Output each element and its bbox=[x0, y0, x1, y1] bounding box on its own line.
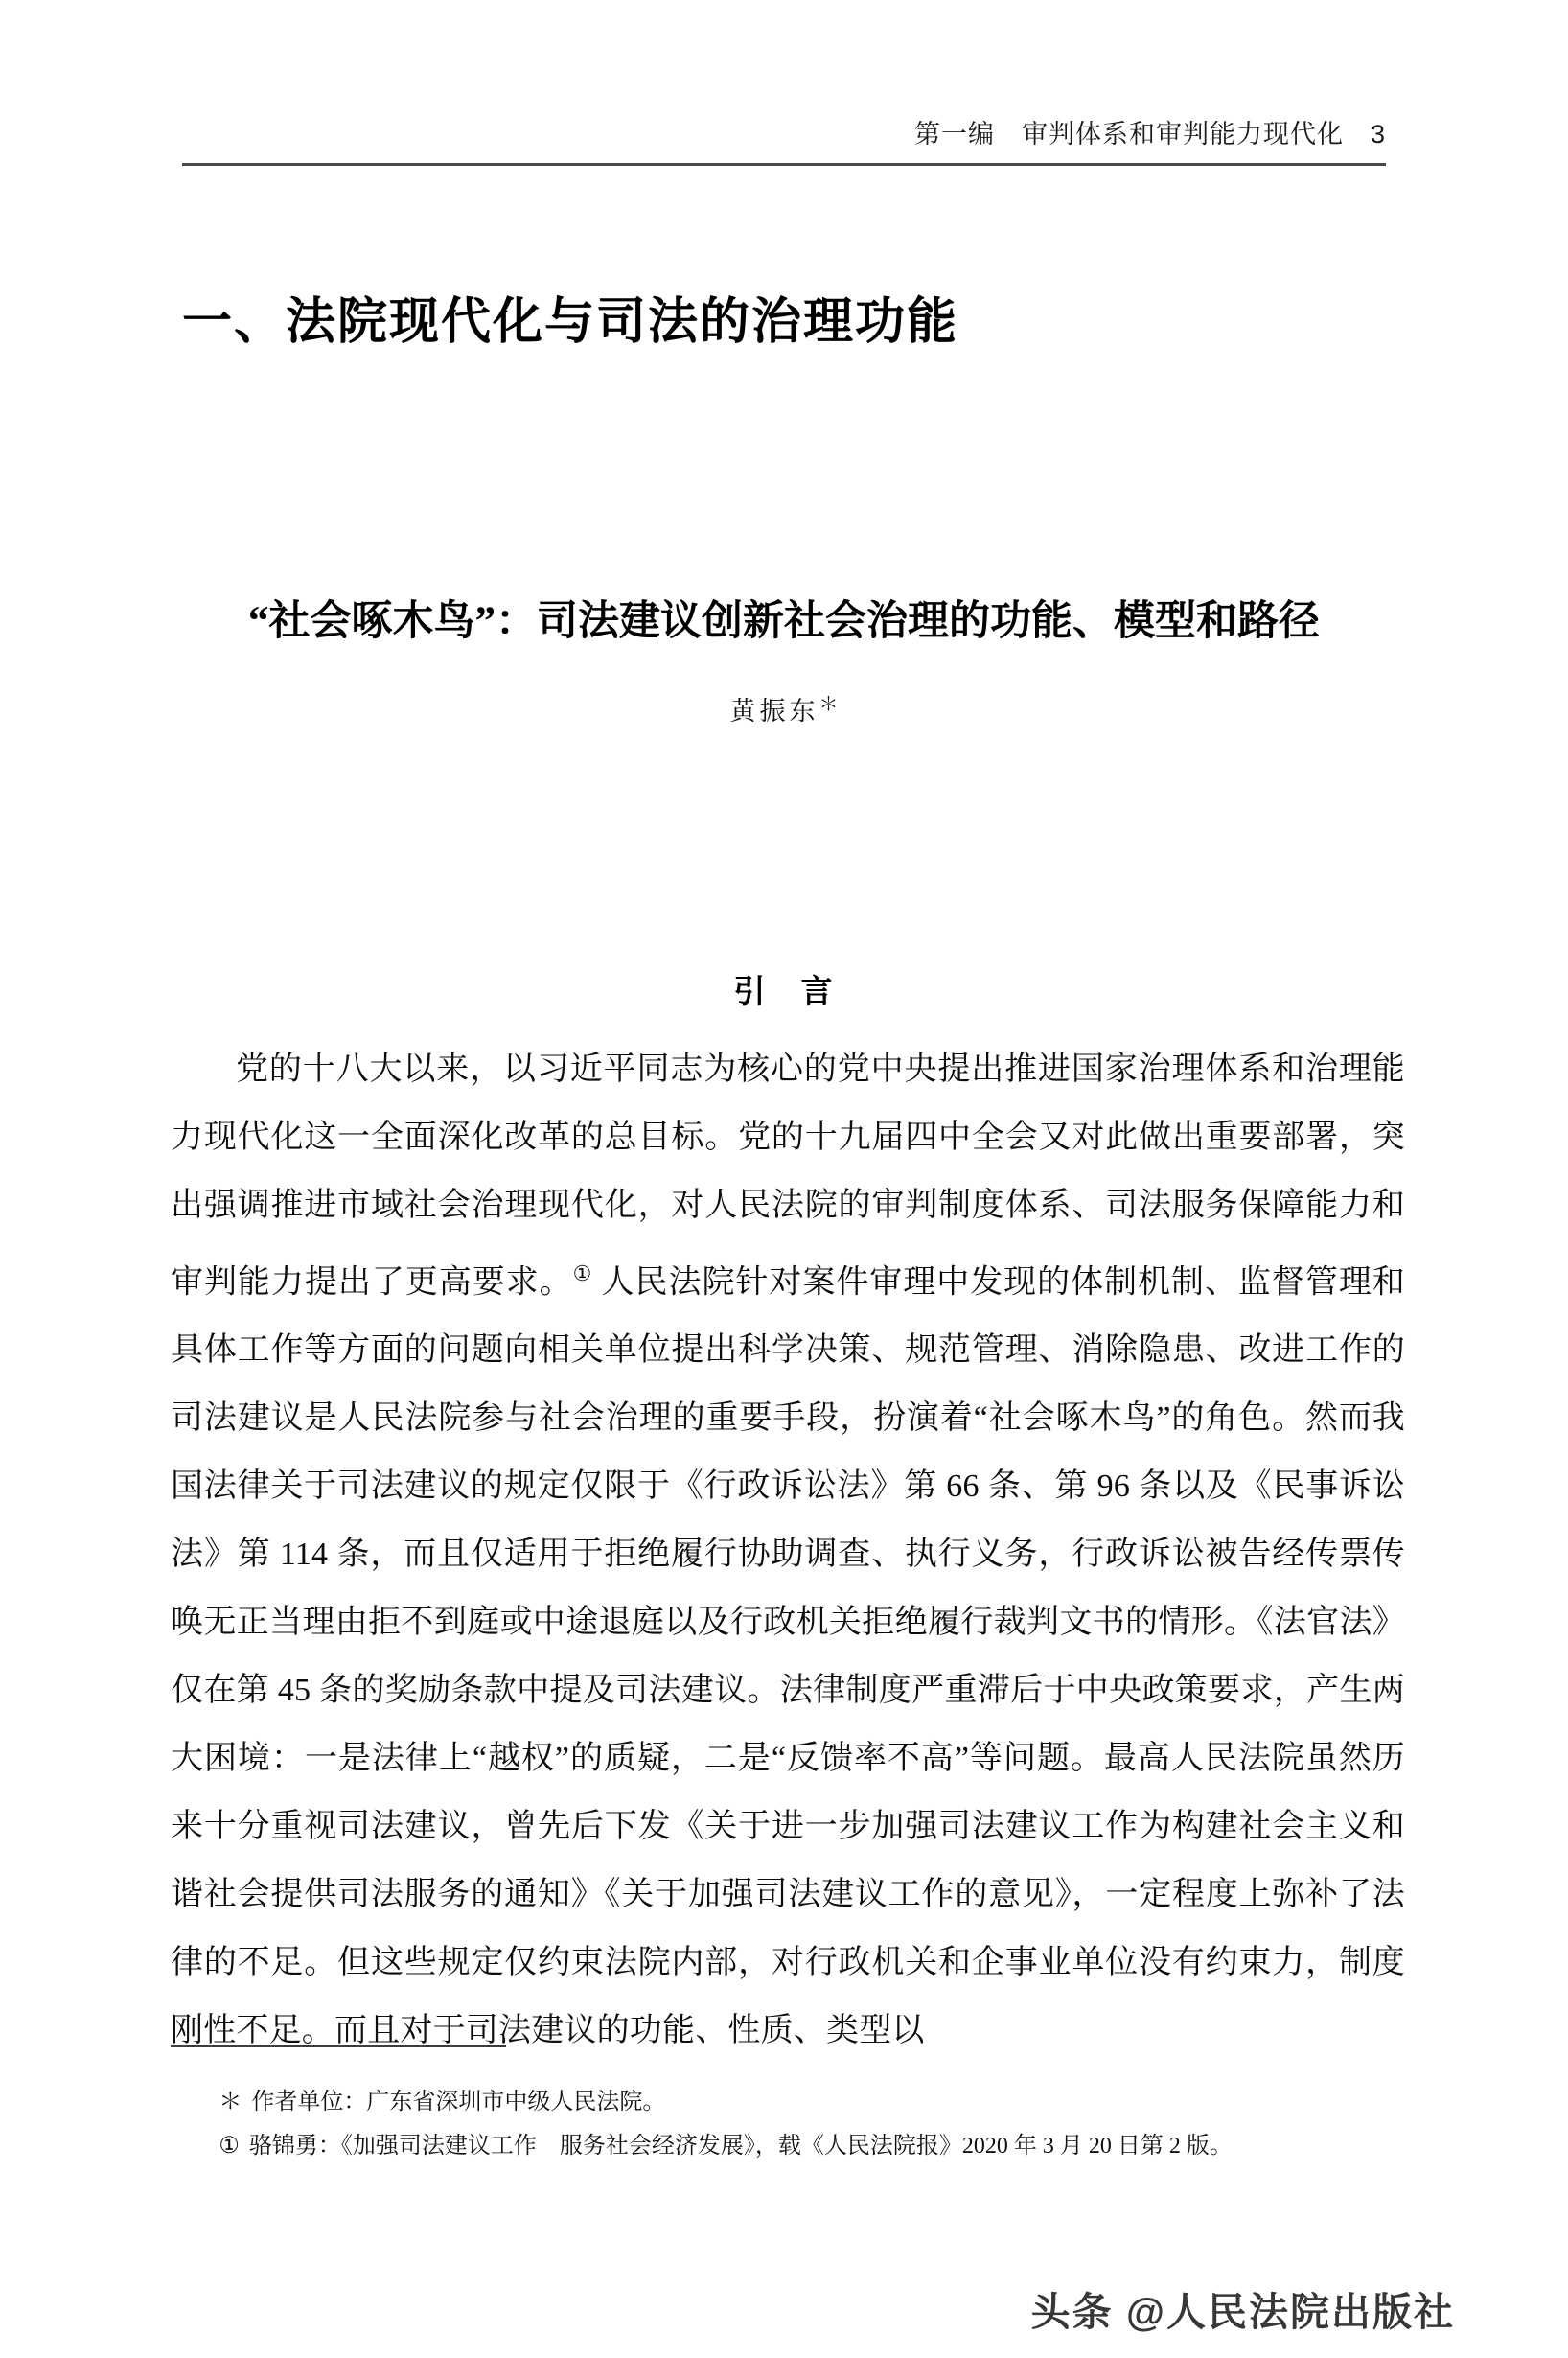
body-text bbox=[171, 1035, 1405, 2065]
footnote-text-citation: 骆锦勇：《加强司法建议工作 服务社会经济发展》，载《人民法院报》2020 年 3 月 20 日第 2 版。 bbox=[248, 2134, 1233, 2159]
footnote-separator-rule bbox=[171, 2045, 506, 2047]
footnote-text-author-affiliation: 作者单位：广东省深圳市中级人民法院。 bbox=[251, 2090, 666, 2115]
running-head-text: 第一编 审判体系和审判能力现代化 3 bbox=[913, 120, 1386, 149]
publisher-watermark: 头条 @人民法院出版社 bbox=[1030, 2290, 1455, 2334]
article-title: “社会啄木鸟”：司法建议创新社会治理的功能、模型和路径 bbox=[248, 598, 1320, 644]
part-heading: 一、法院现代化与司法的治理功能 bbox=[182, 294, 959, 350]
footnote-marker-asterisk: ＊ bbox=[219, 2090, 242, 2115]
body-paragraph bbox=[171, 1035, 1405, 2065]
body-text-after-footnote-ref: 人民法院针对案件审理中发现的体制机制、监督管理和具体工作等方面的问题向相关单位提出科学决策、规范管理、消除隐患、改进工作的司法建议是人民法院参与社会治理的重要手段，扮演着“社会啄木鸟”的角色。然而我国法律关于司法建议的规定仅限于《行政诉讼法》第 66 条、第 96 条以及《民事诉讼法》第 114 条，而且仅适用于拒绝履行协助调查、执行义务，行政诉讼被告经传票传唤无正当理由拒不到庭或中途退庭以及行政机关拒绝履行裁判文书的情形。《法官法》仅在第 45 条的奖励条款中提及司法建议。法律制度严重滞后于中央政策要求，产生两大困境：一是法律上“越权”的质疑，二是“反馈率不高”等问题。最高人民法院虽然历来十分重视司法建议，曾先后下发《关于进一步加强司法建议工作为构建社会主义和谐社会提供司法服务的通知》《关于加强司法建议工作的意见》，一定程度上弥补了法律的不足。但这些规定仅约束法院内部，对行政机关和企事业单位没有约束力，制度刚性不足。而且对于司法建议的功能、性质、类型以 bbox=[171, 1264, 1406, 2049]
running-head-rule bbox=[182, 163, 1386, 166]
body-text-before-footnote-ref: 党的十八大以来，以习近平同志为核心的党中央提出推进国家治理体系和治理能力现代化这一全面深化改革的总目标。党的十九届四中全会又对此做出重要部署，突出强调推进市域社会治理现代化，对人民法院的审判制度体系、司法服务保障能力和审判能力提出了更高要求。 bbox=[171, 1052, 1405, 1301]
footnotes bbox=[171, 2080, 1405, 2168]
running-head bbox=[182, 113, 1386, 167]
author-footnote-marker: ＊ bbox=[819, 694, 839, 715]
footnote-item bbox=[171, 2124, 1405, 2168]
footnote-reference-1: ① bbox=[572, 1261, 593, 1285]
footnote-item bbox=[171, 2080, 1405, 2124]
footnote-marker-1: ① bbox=[219, 2134, 240, 2159]
author-line bbox=[0, 688, 1568, 728]
author-name: 黄振东 bbox=[729, 697, 819, 726]
section-heading-introduction: 引 言 bbox=[733, 973, 835, 1008]
